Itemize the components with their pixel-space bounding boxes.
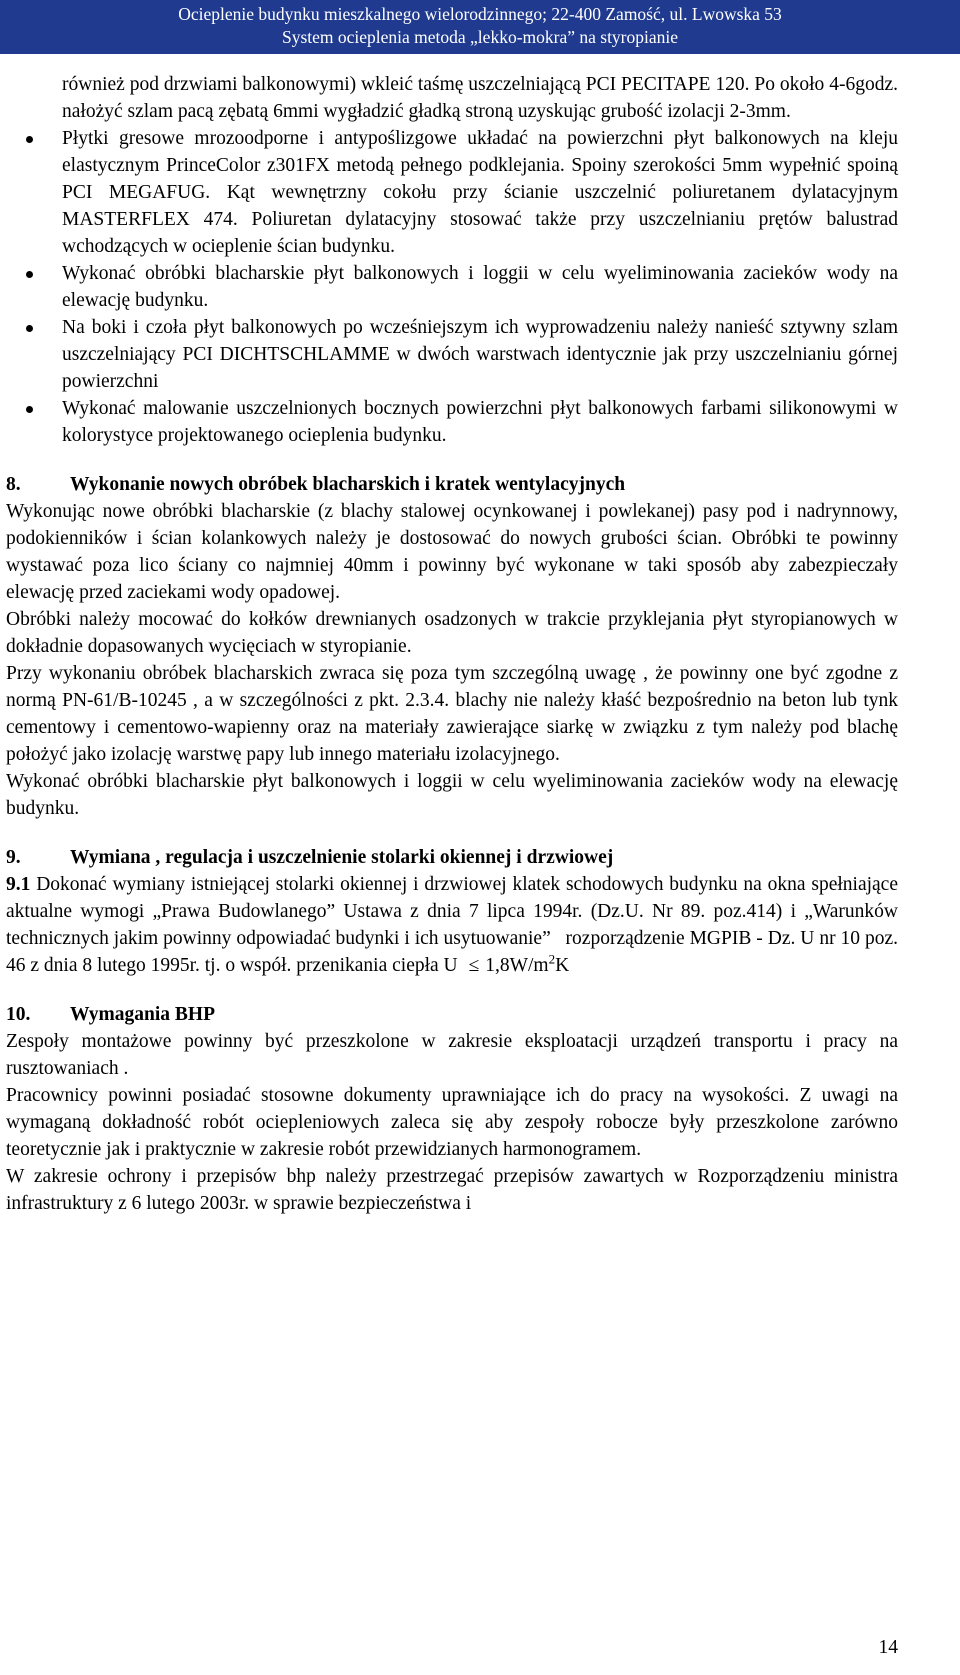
bullet-item [6,260,898,314]
subsection-number: 9.1 [6,874,31,895]
section-8-paragraph: Obróbki należy mocować do kołków drewnianych osadzonych w trakcie przyklejania płyt styropianowych w dokładnie dopasowanych wycięciach w styropianie. [6,609,898,657]
section-number: 9. [6,847,21,868]
page-number: 14 [878,1637,898,1658]
intro-continuation: również pod drzwiami balkonowymi) wkleić taśmę uszczelniającą PCI PECITAPE 120. Po około 4-6godz. nałożyć szlam pacą zębatą 6mmi wygładzić gładką stroną uzyskując grubość izolacji 2-3mm. [62,74,898,122]
section-number: 10. [6,1004,31,1025]
section-9-paragraph [6,871,898,979]
bullet-icon [26,325,33,332]
header-line-1: Ocieplenie budynku mieszkalnego wielorodzinnego; 22-400 Zamość, ul. Lwowska 53 [178,4,782,24]
section-title: Wymagania BHP [70,1004,215,1025]
bullet-item [6,395,898,449]
bullet-item [6,125,898,260]
section-10-paragraph: W zakresie ochrony i przepisów bhp należy przestrzegać przepisów zawartych w Rozporządzeniu ministra infrastruktury z 6 lutego 2003r. w sprawie bezpieczeństwa i [6,1166,898,1214]
section-8-paragraph: Przy wykonaniu obróbek blacharskich zwraca się poza tym szczególną uwagę , że powinny one być zgodne z normą PN-61/B-10245 , a w szczególności z pkt. 2.3.4. blachy nie należy kłaść bezpośrednio na beton lub tynk cementowy i cementowo-wapienny oraz na materiały zawierające siarkę w związku z tym należy pod blachę położyć jako izolację warstwę papy lub innego materiału izolacyjnego. [6,663,898,765]
section-10-paragraph: Pracownicy powinni posiadać stosowne dokumenty uprawniające ich do pracy na wysokości. Z uwagi na wymaganą dokładność robót ociepleniowych zaleca się aby zespoły robocze były przeszkolone zarówno teoretycznie jak i praktycznie w zakresie robót przewidzianych harmonogramem. [6,1085,898,1160]
section-8-heading [6,471,898,498]
section-9-text: Dokonać wymiany istniejącej stolarki okiennej i drzwiowej klatek schodowych budynku na okna spełniające aktualne wymogi „Prawa Budowlanego” Ustawa z dnia 7 lipca 1994r. (Dz.U. Nr 89. poz.414) i „Warunków technicznych jakim powinny odpowiadać budynki i ich usytuowanie” rozporządzenie MGPIB - Dz. U nr 10 poz. 46 z dnia 8 lutego 1995r. tj. o współ. przenikania ciepła U [6,874,898,976]
section-title: Wykonanie nowych obróbek blacharskich i kratek wentylacyjnych [70,474,626,495]
bullet-text: Płytki gresowe mrozoodporne i antypoślizgowe układać na powierzchni płyt balkonowych na kleju elastycznym PrinceColor z301FX metodą pełnego podklejania. Spoiny szerokości 5mm wypełnić spoiną PCI MEGAFUG. Kąt wewnętrzny cokołu przy ścianie uszczelnić poliuretanem dylatacyjnym MASTERFLEX 474. Poliuretan dylatacyjny stosować także przy uszczelnianiu prętów balustrad wchodzących w ocieplenie ścian budynku. [62,128,898,257]
section-8-paragraph: Wykonać obróbki blacharskie płyt balkonowych i loggii w celu wyeliminowania zacieków wody na elewację budynku. [6,771,898,819]
bullet-list [6,125,898,449]
section-10-paragraph: Zespoły montażowe powinny być przeszkolone w zakresie eksploatacji urządzeń transportu i pracy na rusztowaniach . [6,1031,898,1079]
u-value: 1,8W/m [485,955,549,976]
document-header [0,0,960,54]
bullet-icon [26,136,33,143]
section-number: 8. [6,474,21,495]
header-line-2: System ocieplenia metoda „lekko-mokra” na styropianie [281,27,679,47]
section-title: Wymiana , regulacja i uszczelnienie stolarki okiennej i drzwiowej [70,847,614,868]
bullet-text: Na boki i czoła płyt balkonowych po wcześniejszym ich wyprowadzeniu należy nanieść sztywny szlam uszczelniający PCI DICHTSCHLAMME w dwóch warstwach identycznie jak przy uszczelnianiu górnej powierzchni [62,317,898,392]
less-equal-symbol: ≤ [468,955,480,976]
u-value-superscript: 2 [548,951,556,967]
section-8-paragraph: Wykonując nowe obróbki blacharskie (z blachy stalowej ocynkowanej i powlekanej) pasy pod i nadrynnowy, podokienników i ścian kolankowych należy je dostosować do nowych grubości ścian. Obróbki te powinny wystawać poza lico ściany co najmniej 40mm i powinny być wykonane w taki sposób aby zabezpieczały elewację przed zaciekami wody opadowej. [6,501,898,603]
bullet-text: Wykonać obróbki blacharskie płyt balkonowych i loggii w celu wyeliminowania zacieków wody na elewację budynku. [62,263,898,311]
document-body [6,71,898,1217]
section-10-heading [6,1001,898,1028]
bullet-icon [26,406,33,413]
bullet-icon [26,271,33,278]
bullet-text: Wykonać malowanie uszczelnionych bocznych powierzchni płyt balkonowych farbami silikonowymi w kolorystyce projektowanego ocieplenia budynku. [62,398,898,446]
u-value-unit: K [555,955,570,976]
section-9-heading [6,844,898,871]
bullet-item [6,314,898,395]
